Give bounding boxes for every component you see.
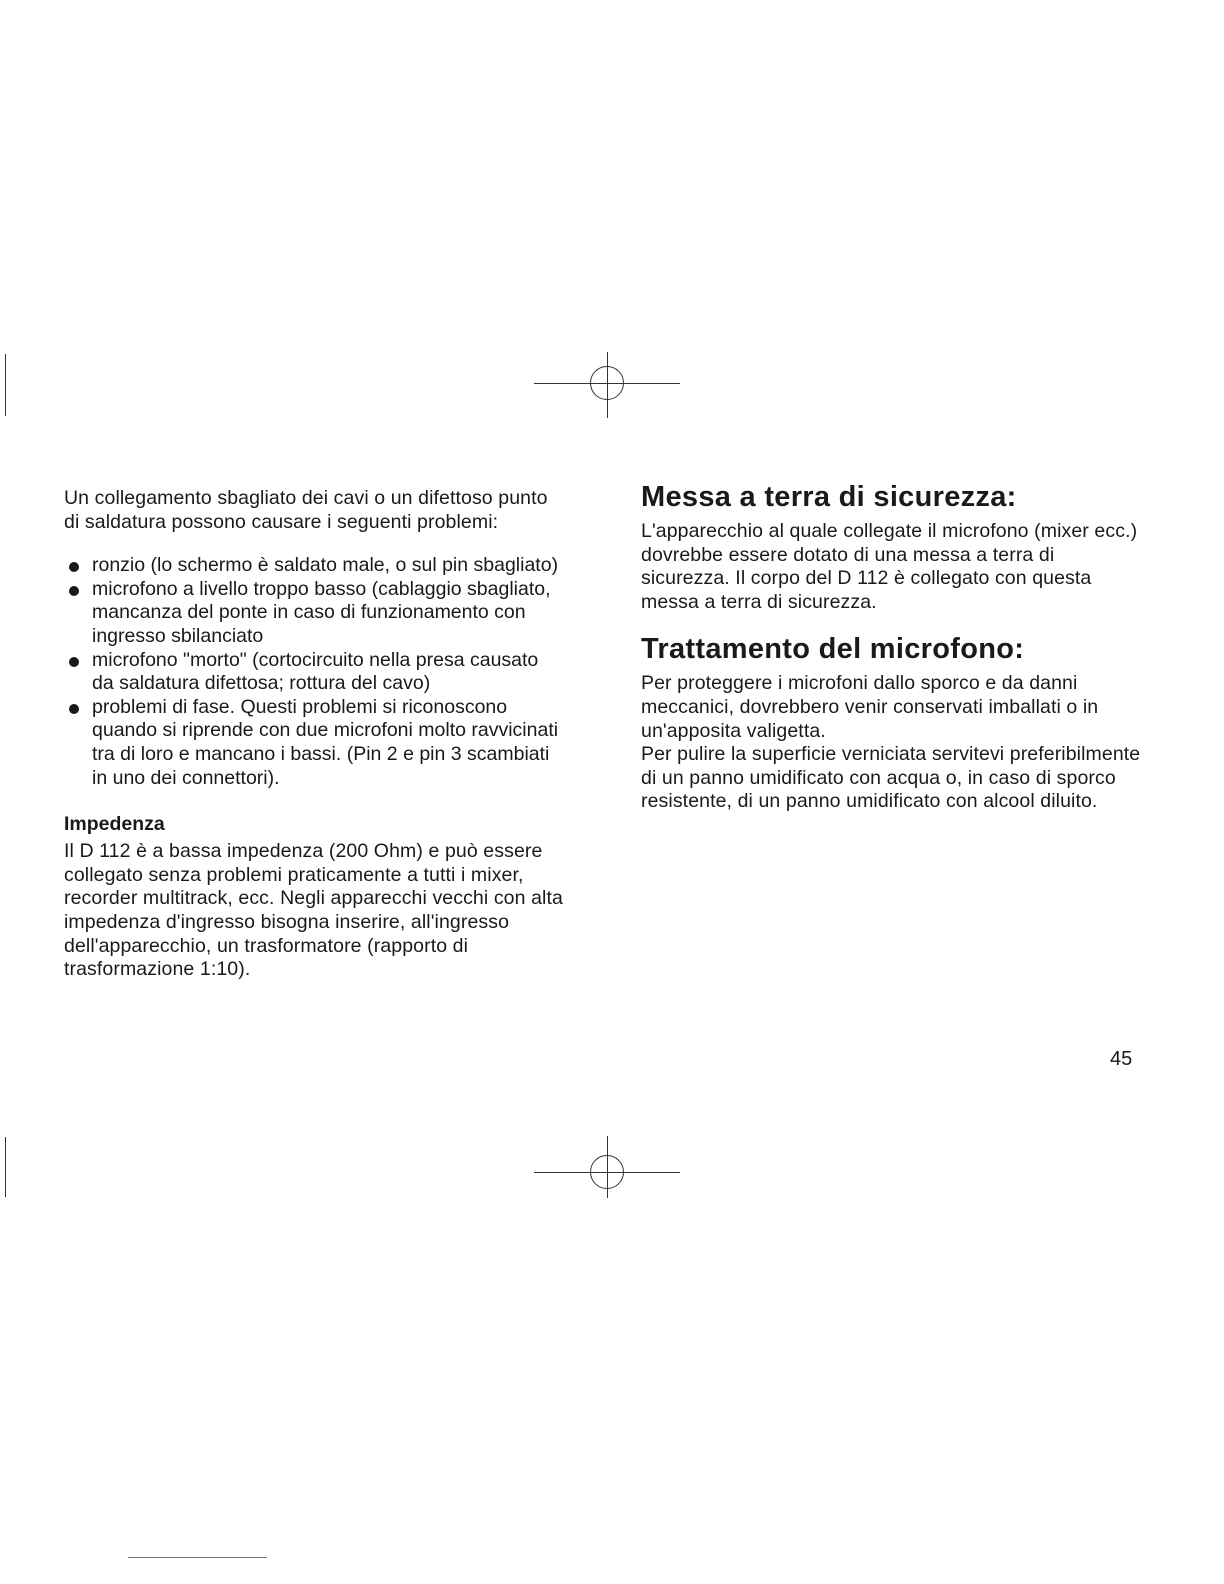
intro-paragraph: Un collegamento sbagliato dei cavi o un difettoso punto di saldatura possono causare i seguenti problemi: [64, 487, 548, 533]
problems-list [64, 554, 564, 790]
left-column [64, 487, 564, 982]
footer-divider [128, 1557, 267, 1558]
page-number: 45 [1110, 1048, 1133, 1070]
ground-paragraph: L'apparecchio al quale collegate il microfono (mixer ecc.) dovrebbe essere dotato di una messa a terra di sicurezza. Il corpo del D 112 è collegato con questa messa a terra di sicurezza. [641, 520, 1138, 613]
impedance-heading: Impedenza [64, 813, 165, 836]
crop-mark-left-bottom [5, 1137, 6, 1197]
bullet-icon [69, 562, 79, 572]
list-item: microfono a livello troppo basso (cablaggio sbagliato, mancanza del ponte in caso di funzionamento con ingresso sbilanciato [64, 578, 564, 649]
bullet-icon [69, 657, 79, 667]
care-paragraph-2: Per pulire la superficie verniciata servitevi preferibilmente di un panno umidificato con acqua o, in caso di sporco resistente, di un panno umidificato con alcool diluito. [641, 743, 1141, 813]
ground-heading: Messa a terra di sicurezza: [641, 481, 1017, 513]
care-heading: Trattamento del microfono: [641, 633, 1025, 666]
crop-mark-left-top [5, 354, 6, 416]
list-item: problemi di fase. Questi problemi si riconoscono quando si riprende con due microfoni molto ravvicinati tra di loro e mancano i bassi. (Pin 2 e pin 3 scambiati in uno dei connettori). [64, 696, 564, 790]
right-column [641, 480, 1141, 814]
impedance-paragraph: Il D 112 è a bassa impedenza (200 Ohm) e può essere collegato senza problemi praticamente a tutti i mixer, recorder multitrack, ecc. Negli apparecchi vecchi con alta impedenza d'ingresso bisogna inserire, all'ingresso dell'apparecchio, un trasformatore (rapporto di trasformazione 1:10). [64, 840, 563, 981]
list-item: microfono "morto" (cortocircuito nella presa causato da saldatura difettosa; rottura del cavo) [64, 649, 564, 696]
list-item: ronzio (lo schermo è saldato male, o sul pin sbagliato) [64, 554, 564, 578]
bullet-icon [69, 586, 79, 596]
bullet-icon [69, 704, 79, 714]
care-paragraph-1: Per proteggere i microfoni dallo sporco e da danni meccanici, dovrebbero venir conservati imballati o in un'apposita valigetta. [641, 672, 1099, 742]
